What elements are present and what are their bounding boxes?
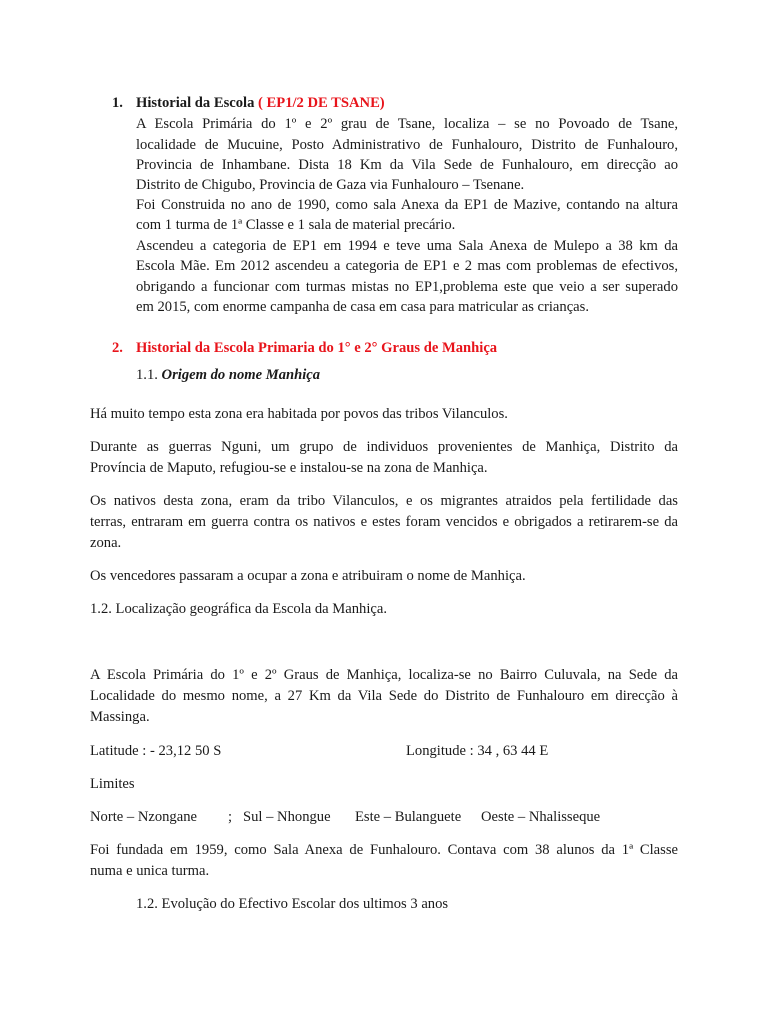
founded-para-line-1: Foi fundada em 1959, como Sala Anexa de Funhalouro. Contava com 38 alunos da 1ª Classe: [90, 842, 678, 858]
origin-para-3-line-2: terras, entraram em guerra contra os nativos e estes foram vencidos e obrigados a retirarem-se da: [90, 514, 678, 530]
section-1-number: 1.: [112, 95, 123, 111]
s1-p1-line-3: Provincia de Inhambane. Dista 18 Km da Vila Sede de Funhalouro, em direcção ao: [136, 157, 678, 173]
subsection-1-2-evolution: 1.2. Evolução do Efectivo Escolar dos ultimos 3 anos: [136, 896, 449, 912]
latitude: Latitude : - 23,12 50 S: [90, 743, 222, 759]
s1-p1-line-2: localidade de Mucuine, Posto Administrativo de Funhalouro, Distrito de Funhalouro,: [136, 137, 678, 153]
subsection-1-1-number: 1.1.: [136, 367, 158, 383]
longitude: Longitude : 34 , 63 44 E: [406, 743, 549, 759]
limit-east: Este – Bulanguete: [355, 809, 462, 825]
limit-separator: ;: [228, 809, 233, 825]
location-para-line-3: Massinga.: [90, 709, 150, 725]
section-2-number: 2.: [112, 340, 123, 356]
origin-para-3-line-3: zona.: [90, 535, 122, 551]
origin-para-2-line-1: Durante as guerras Nguni, um grupo de individuos provenientes de Manhiça, Distrito da: [90, 439, 678, 455]
s1-p3-line-4: em 2015, com enorme campanha de casa em casa para matricular as crianças.: [136, 299, 589, 315]
origin-para-4: Os vencedores passaram a ocupar a zona e atribuiram o nome de Manhiça.: [90, 568, 526, 584]
origin-para-2-line-2: Província de Maputo, refugiou-se e instalou-se na zona de Manhiça.: [90, 460, 488, 476]
s1-p1-line-4: Distrito de Chigubo, Provincia de Gaza via Funhalouro – Tsenane.: [136, 177, 525, 193]
s1-p2-line-1: Foi Construida no ano de 1990, como sala Anexa da EP1 de Mazive, contando na altura: [136, 197, 678, 213]
location-para-line-2: Localidade do mesmo nome, a 27 Km da Vila Sede do Distrito de Funhalouro em direcção à: [90, 688, 678, 704]
s1-p3-line-1: Ascendeu a categoria de EP1 em 1994 e teve uma Sala Anexa de Mulepo a 38 km da: [136, 238, 678, 254]
section-1-title-school: ( EP1/2 DE TSANE): [258, 95, 385, 111]
limit-north: Norte – Nzongane: [90, 809, 197, 825]
s1-p2-line-2: com 1 turma de 1ª Classe e 1 sala de material precário.: [136, 217, 456, 233]
section-1-title: Historial da Escola: [136, 95, 259, 111]
founded-para-line-2: numa e unica turma.: [90, 863, 210, 879]
s1-p3-line-3: obrigando a funcionar com turmas mistas no EP1,problema este que veio a ser superado: [136, 279, 678, 295]
section-1-heading: [136, 96, 385, 111]
limit-south: Sul – Nhongue: [243, 809, 331, 825]
section-2-heading: Historial da Escola Primaria do 1° e 2° Graus de Manhiça: [136, 340, 498, 356]
s1-p3-line-2: Escola Mãe. Em 2012 ascendeu a categoria de EP1 e 2 mas com problemas de efectivos,: [136, 258, 678, 274]
origin-para-3-line-1: Os nativos desta zona, eram da tribo Vilanculos, e os migrantes atraidos pela fertilidade das: [90, 493, 678, 509]
subsection-1-1: [136, 368, 320, 383]
location-para-line-1: A Escola Primária do 1º e 2º Graus de Manhiça, localiza-se no Bairro Culuvala, na Sede da: [90, 667, 678, 683]
origin-para-1: Há muito tempo esta zona era habitada por povos das tribos Vilanculos.: [90, 406, 508, 422]
s1-p1-line-1: A Escola Primária do 1º e 2º grau de Tsane, localiza – se no Povoado de Tsane,: [136, 116, 678, 132]
subsection-1-1-title: Origem do nome Manhiça: [161, 367, 321, 383]
limites-label: Limites: [90, 776, 135, 792]
subsection-1-2-location: 1.2. Localização geográfica da Escola da Manhiça.: [90, 601, 387, 617]
limit-west: Oeste – Nhalisseque: [481, 809, 601, 825]
